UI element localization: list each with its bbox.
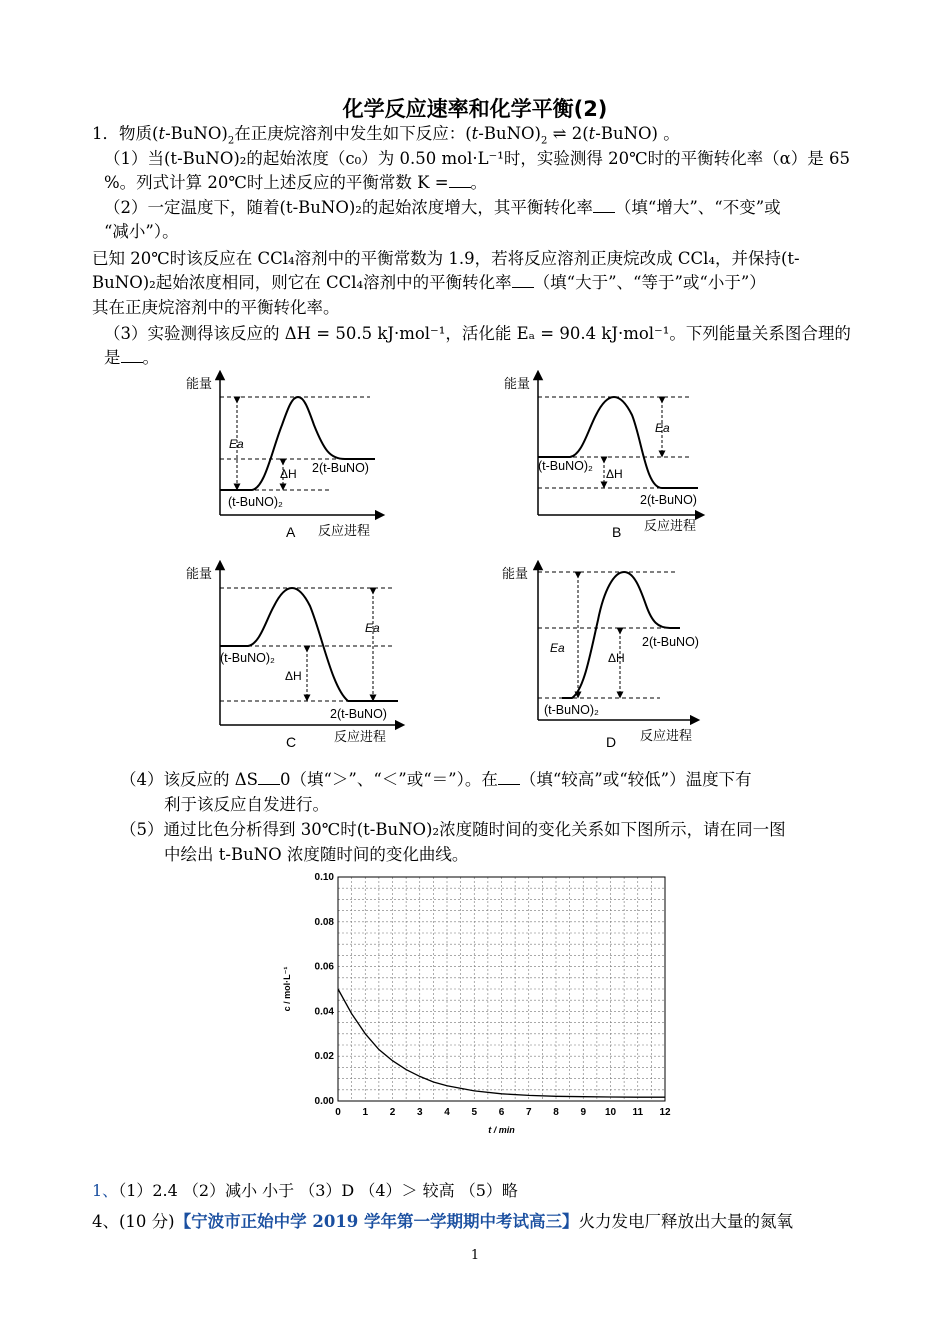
x-tick-label: 7 [525, 1107, 532, 1118]
reactant-label: (t-BuNO)₂ [544, 703, 599, 717]
energy-diagram-a [180, 370, 410, 545]
reactant-label: (t-BuNO)₂ [228, 495, 283, 509]
dh-label: ΔH [606, 467, 623, 481]
x-tick-label: 3 [416, 1107, 423, 1118]
product-label: 2(t-BuNO) [312, 461, 369, 475]
y-label: 能量 [504, 376, 531, 391]
ea-label: Ea [365, 621, 380, 635]
q1-p2-line2: “减小”）。 [104, 222, 179, 241]
x-tick-label: 12 [659, 1107, 671, 1118]
q1-p4-line1: （4）该反应的 ΔS 0（填“＞”、“＜”或“＝”）。在 （填“较高”或“较低”）温度下有 [120, 770, 752, 789]
q1-p5-line1: （5）通过比色分析得到 30℃时(t-BuNO)₂浓度随时间的变化关系如下图所示，请在同一图 [120, 820, 786, 839]
x-tick-label: 2 [389, 1107, 396, 1118]
concentration-chart [270, 865, 690, 1155]
ea-label: Ea [550, 641, 565, 655]
page-title: 化学反应速率和化学平衡(2) [342, 97, 608, 121]
q1-p2b-line2: BuNO)₂起始浓度相同，则它在 CCl₄溶剂中的平衡转化率 （填“大于”、“等于”或“小于”） [92, 273, 766, 292]
ea-label: Ea [655, 421, 670, 435]
diagram-letter: A [286, 524, 296, 540]
x-tick-label: 11 [632, 1107, 644, 1118]
q1-p1-line2: %。列式计算 20℃时上述反应的平衡常数 K = 。 [104, 173, 488, 192]
product-label: 2(t-BuNO) [642, 635, 699, 649]
x-tick-label: 6 [498, 1107, 505, 1118]
dh-label: ΔH [285, 669, 302, 683]
dh-label: ΔH [280, 467, 297, 481]
y-label: 能量 [186, 376, 213, 391]
y-tick-label: 0.02 [314, 1051, 334, 1063]
q1-stem: 1．物质$(t-BuNO)_2$在正庚烷溶剂中发生如下反应：$(t-BuNO)_2$ ⇌ 2(t-BuNO) 。 [92, 124, 680, 147]
x-tick-label: 10 [604, 1107, 617, 1118]
diagram-letter: D [606, 734, 617, 750]
dh-label: ΔH [608, 651, 625, 665]
answer-line: 1、（1）2.4 （2）减小 小于 （3）D （4）＞ 较高 （5）略 [92, 1181, 518, 1200]
y-tick-label: 0.06 [314, 961, 334, 973]
x-tick-label: 5 [471, 1107, 478, 1118]
y-label: 能量 [502, 566, 529, 581]
x-tick-label: 9 [580, 1107, 587, 1118]
y-label: 能量 [186, 566, 213, 581]
diagram-letter: C [286, 734, 297, 750]
q1-p2b-line3: 其在正庚烷溶剂中的平衡转化率。 [92, 298, 340, 317]
reactant-label: (t-BuNO)₂ [538, 459, 593, 473]
product-label: 2(t-BuNO) [640, 493, 697, 507]
diagram-letter: B [612, 524, 622, 540]
q1-p3-line1: （3）实验测得该反应的 ΔH = 50.5 kJ·mol⁻¹，活化能 Eₐ = 90.4 kJ·mol⁻¹。下列能量关系图合理的 [104, 324, 851, 343]
page-number: 1 [470, 1248, 480, 1263]
x-axis-label: t / min [488, 1125, 515, 1135]
q1-p3-line2: 是 。 [104, 348, 159, 367]
x-tick-label: 1 [362, 1107, 369, 1118]
q1-p2b-line1: 已知 20℃时该反应在 CCl₄溶剂中的平衡常数为 1.9，若将反应溶剂正庚烷改成 CCl₄，并保持(t- [92, 249, 800, 268]
x-tick-label: 4 [444, 1107, 450, 1118]
source-line: 4、(10 分)【宁波市正始中学 2019 学年第一学期期中考试高三】火力发电厂释放出大量的氮氧 [92, 1212, 794, 1231]
q1-p5-line2: 中绘出 t-BuNO 浓度随时间的变化曲线。 [164, 845, 469, 864]
x-tick-label: 0 [335, 1107, 341, 1118]
energy-diagram-b [500, 370, 730, 545]
energy-diagram-d [500, 560, 730, 755]
x-label: 反应进程 [318, 523, 371, 538]
y-axis-label: c / mol·L⁻¹ [282, 966, 292, 1012]
energy-diagram-c [180, 560, 420, 755]
q1-p1-line1: （1）当(t-BuNO)₂的起始浓度（c₀）为 0.50 mol·L⁻¹时，实验测得 20℃时的平衡转化率（α）是 65 [104, 149, 850, 168]
reactant-label: (t-BuNO)₂ [220, 651, 275, 665]
y-tick-label: 0.04 [314, 1006, 334, 1018]
y-tick-label: 0.08 [314, 916, 334, 928]
x-label: 反应进程 [644, 518, 697, 533]
y-tick-label: 0.10 [314, 872, 334, 883]
q1-p4-line2: 利于该反应自发进行。 [164, 795, 329, 814]
x-label: 反应进程 [334, 729, 387, 744]
ea-label: Ea [229, 437, 244, 451]
q1-p2-line1: （2）一定温度下，随着(t-BuNO)₂的起始浓度增大，其平衡转化率 （填“增大”、“不变”或 [104, 198, 781, 217]
product-label: 2(t-BuNO) [330, 707, 387, 721]
x-tick-label: 8 [553, 1107, 559, 1118]
y-tick-label: 0.00 [314, 1096, 334, 1107]
x-label: 反应进程 [640, 728, 693, 743]
